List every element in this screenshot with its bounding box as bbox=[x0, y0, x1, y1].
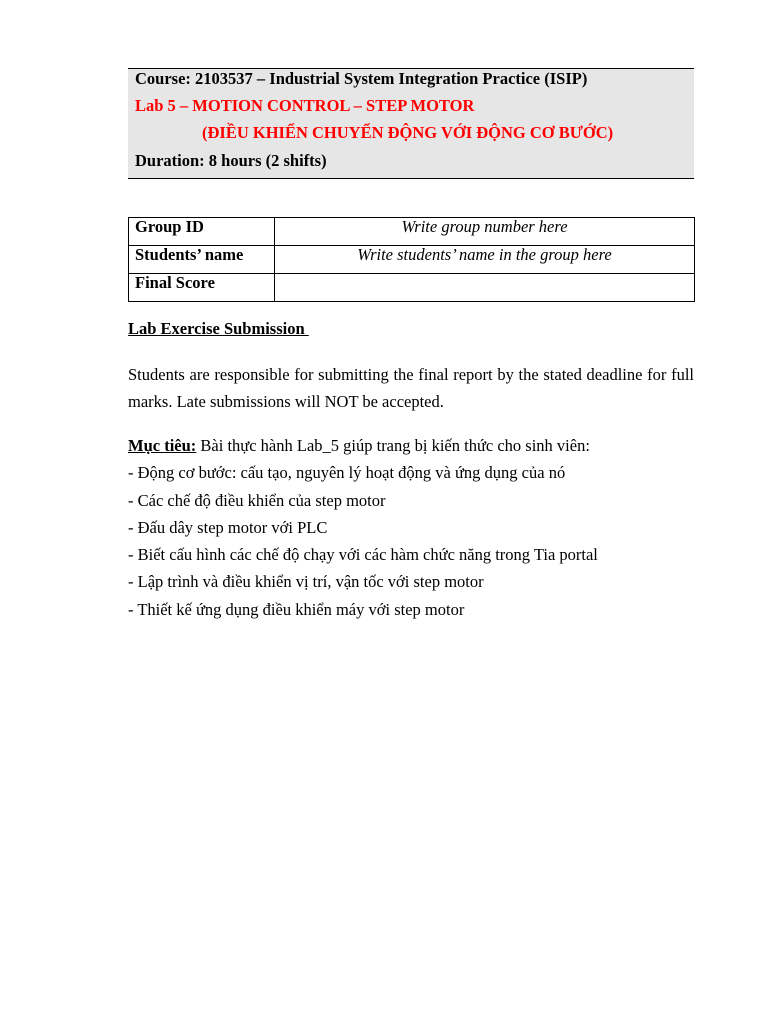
lab-title: Lab 5 – MOTION CONTROL – STEP MOTOR bbox=[135, 96, 475, 115]
course-title: Course: 2103537 – Industrial System Integration Practice (ISIP) bbox=[135, 69, 588, 88]
final-score-value[interactable] bbox=[275, 274, 695, 302]
table-row bbox=[129, 246, 695, 274]
students-name-label: Students’ name bbox=[129, 246, 275, 274]
objectives-section bbox=[128, 432, 694, 623]
duration: Duration: 8 hours (2 shifts) bbox=[135, 151, 327, 170]
group-id-label: Group ID bbox=[129, 218, 275, 246]
group-info-table bbox=[128, 217, 695, 302]
submission-text: Students are responsible for submitting the final report by the stated deadline for full marks. Late submissions will NOT be accepted. bbox=[128, 365, 694, 411]
list-item: - Các chế độ điều khiển của step motor bbox=[128, 490, 386, 510]
list-item: - Động cơ bước: cấu tạo, nguyên lý hoạt động và ứng dụng của nó bbox=[128, 463, 566, 483]
final-score-label: Final Score bbox=[129, 274, 275, 302]
list-item: - Đấu dây step motor với PLC bbox=[128, 517, 328, 537]
table-row bbox=[129, 274, 695, 302]
list-item: - Biết cấu hình các chế độ chạy với các hàm chức năng trong Tia portal bbox=[128, 545, 598, 565]
lab-title-vietnamese: (ĐIỀU KHIỂN CHUYỂN ĐỘNG VỚI ĐỘNG CƠ BƯỚC) bbox=[202, 123, 614, 142]
submission-heading: Lab Exercise Submission bbox=[128, 319, 309, 338]
list-item: - Lập trình và điều khiển vị trí, vận tốc với step motor bbox=[128, 572, 484, 592]
students-name-value[interactable]: Write students’ name in the group here bbox=[275, 246, 695, 274]
list-item: - Thiết kế ứng dụng điều khiển máy với step motor bbox=[128, 599, 465, 619]
course-header-box bbox=[128, 68, 694, 179]
objectives-intro-line bbox=[128, 432, 694, 459]
group-id-value[interactable]: Write group number here bbox=[275, 218, 695, 246]
table-row bbox=[129, 218, 695, 246]
objectives-intro: Bài thực hành Lab_5 giúp trang bị kiến thức cho sinh viên: bbox=[196, 436, 590, 455]
objectives-heading: Mục tiêu: bbox=[128, 436, 197, 455]
